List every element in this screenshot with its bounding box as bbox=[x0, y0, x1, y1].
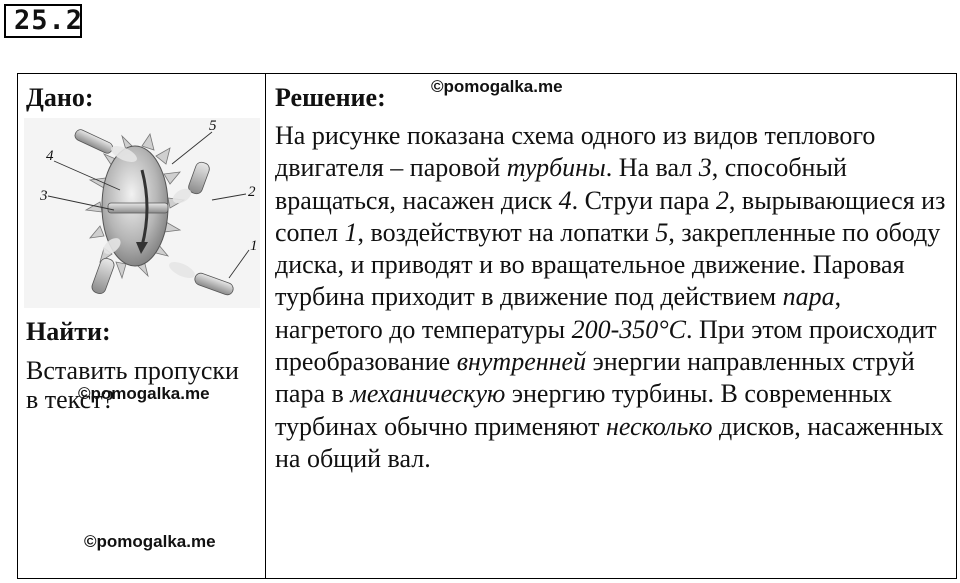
watermark: ©pomogalka.me bbox=[84, 532, 216, 551]
watermark: ©pomogalka.me bbox=[78, 384, 210, 403]
solution-text-segment: На рисунке показана схема одного из видов теплового двигателя – паровой bbox=[275, 121, 876, 183]
solution-text-segment: . На вал bbox=[605, 153, 699, 183]
figure-label-3: 3 bbox=[40, 188, 48, 204]
solution-italic-term: пара bbox=[782, 282, 835, 312]
solution-text-segment: , вырывающиеся из сопел bbox=[275, 185, 946, 247]
solution-text-segment: , закрепленные по ободу диска, и приводят и во вращательное движение. Паровая турбина приходит в движение под действием bbox=[275, 217, 941, 312]
find-heading: Найти: bbox=[26, 317, 111, 346]
solution-text-segment: энергии направленных струй пара в bbox=[275, 347, 915, 409]
figure-label-4: 4 bbox=[46, 148, 54, 164]
given-cell bbox=[18, 74, 266, 579]
solution-text-segment: , способный вращаться, насажен диск bbox=[275, 153, 847, 215]
solution-heading: Решение: bbox=[275, 83, 386, 112]
watermark: ©pomogalka.me bbox=[431, 77, 563, 96]
solution-text bbox=[275, 120, 947, 475]
solution-italic-term: турбины bbox=[506, 153, 606, 183]
solution-cell bbox=[266, 74, 957, 579]
solution-italic-term: 5 bbox=[655, 217, 669, 247]
figure-label-5: 5 bbox=[209, 118, 217, 134]
figure-label-2: 2 bbox=[248, 184, 256, 200]
solution-text-segment: энергию турбины. В современных турбинах обычно применяют bbox=[275, 379, 892, 441]
steam-turbine-diagram-icon bbox=[24, 118, 260, 308]
solution-italic-term: внутренней bbox=[456, 347, 587, 377]
problem-table bbox=[17, 73, 957, 579]
solution-text-segment: . При этом происходит преобразование bbox=[275, 314, 937, 377]
solution-italic-term: 1 bbox=[344, 217, 358, 247]
figure-label-1: 1 bbox=[250, 238, 258, 254]
solution-text-segment: , нагретого до температуры bbox=[275, 282, 842, 344]
solution-text-segment: . Струи пара bbox=[571, 185, 716, 215]
solution-text-segment: дисков, насаженных на общий вал. bbox=[275, 411, 944, 473]
solution-italic-term: 200-350°C bbox=[571, 314, 686, 344]
problem-number: 25.2 bbox=[4, 4, 82, 38]
solution-italic-term: механическую bbox=[350, 379, 506, 409]
solution-italic-term: 3 bbox=[698, 153, 712, 183]
solution-italic-term: 4 bbox=[558, 185, 572, 215]
solution-italic-term: несколько bbox=[605, 411, 713, 441]
solution-text-segment: , воздействуют на лопатки bbox=[357, 217, 656, 247]
find-text: Вставить пропуски в текст? bbox=[26, 356, 239, 414]
given-heading: Дано: bbox=[26, 83, 94, 112]
solution-italic-term: 2 bbox=[715, 185, 729, 215]
